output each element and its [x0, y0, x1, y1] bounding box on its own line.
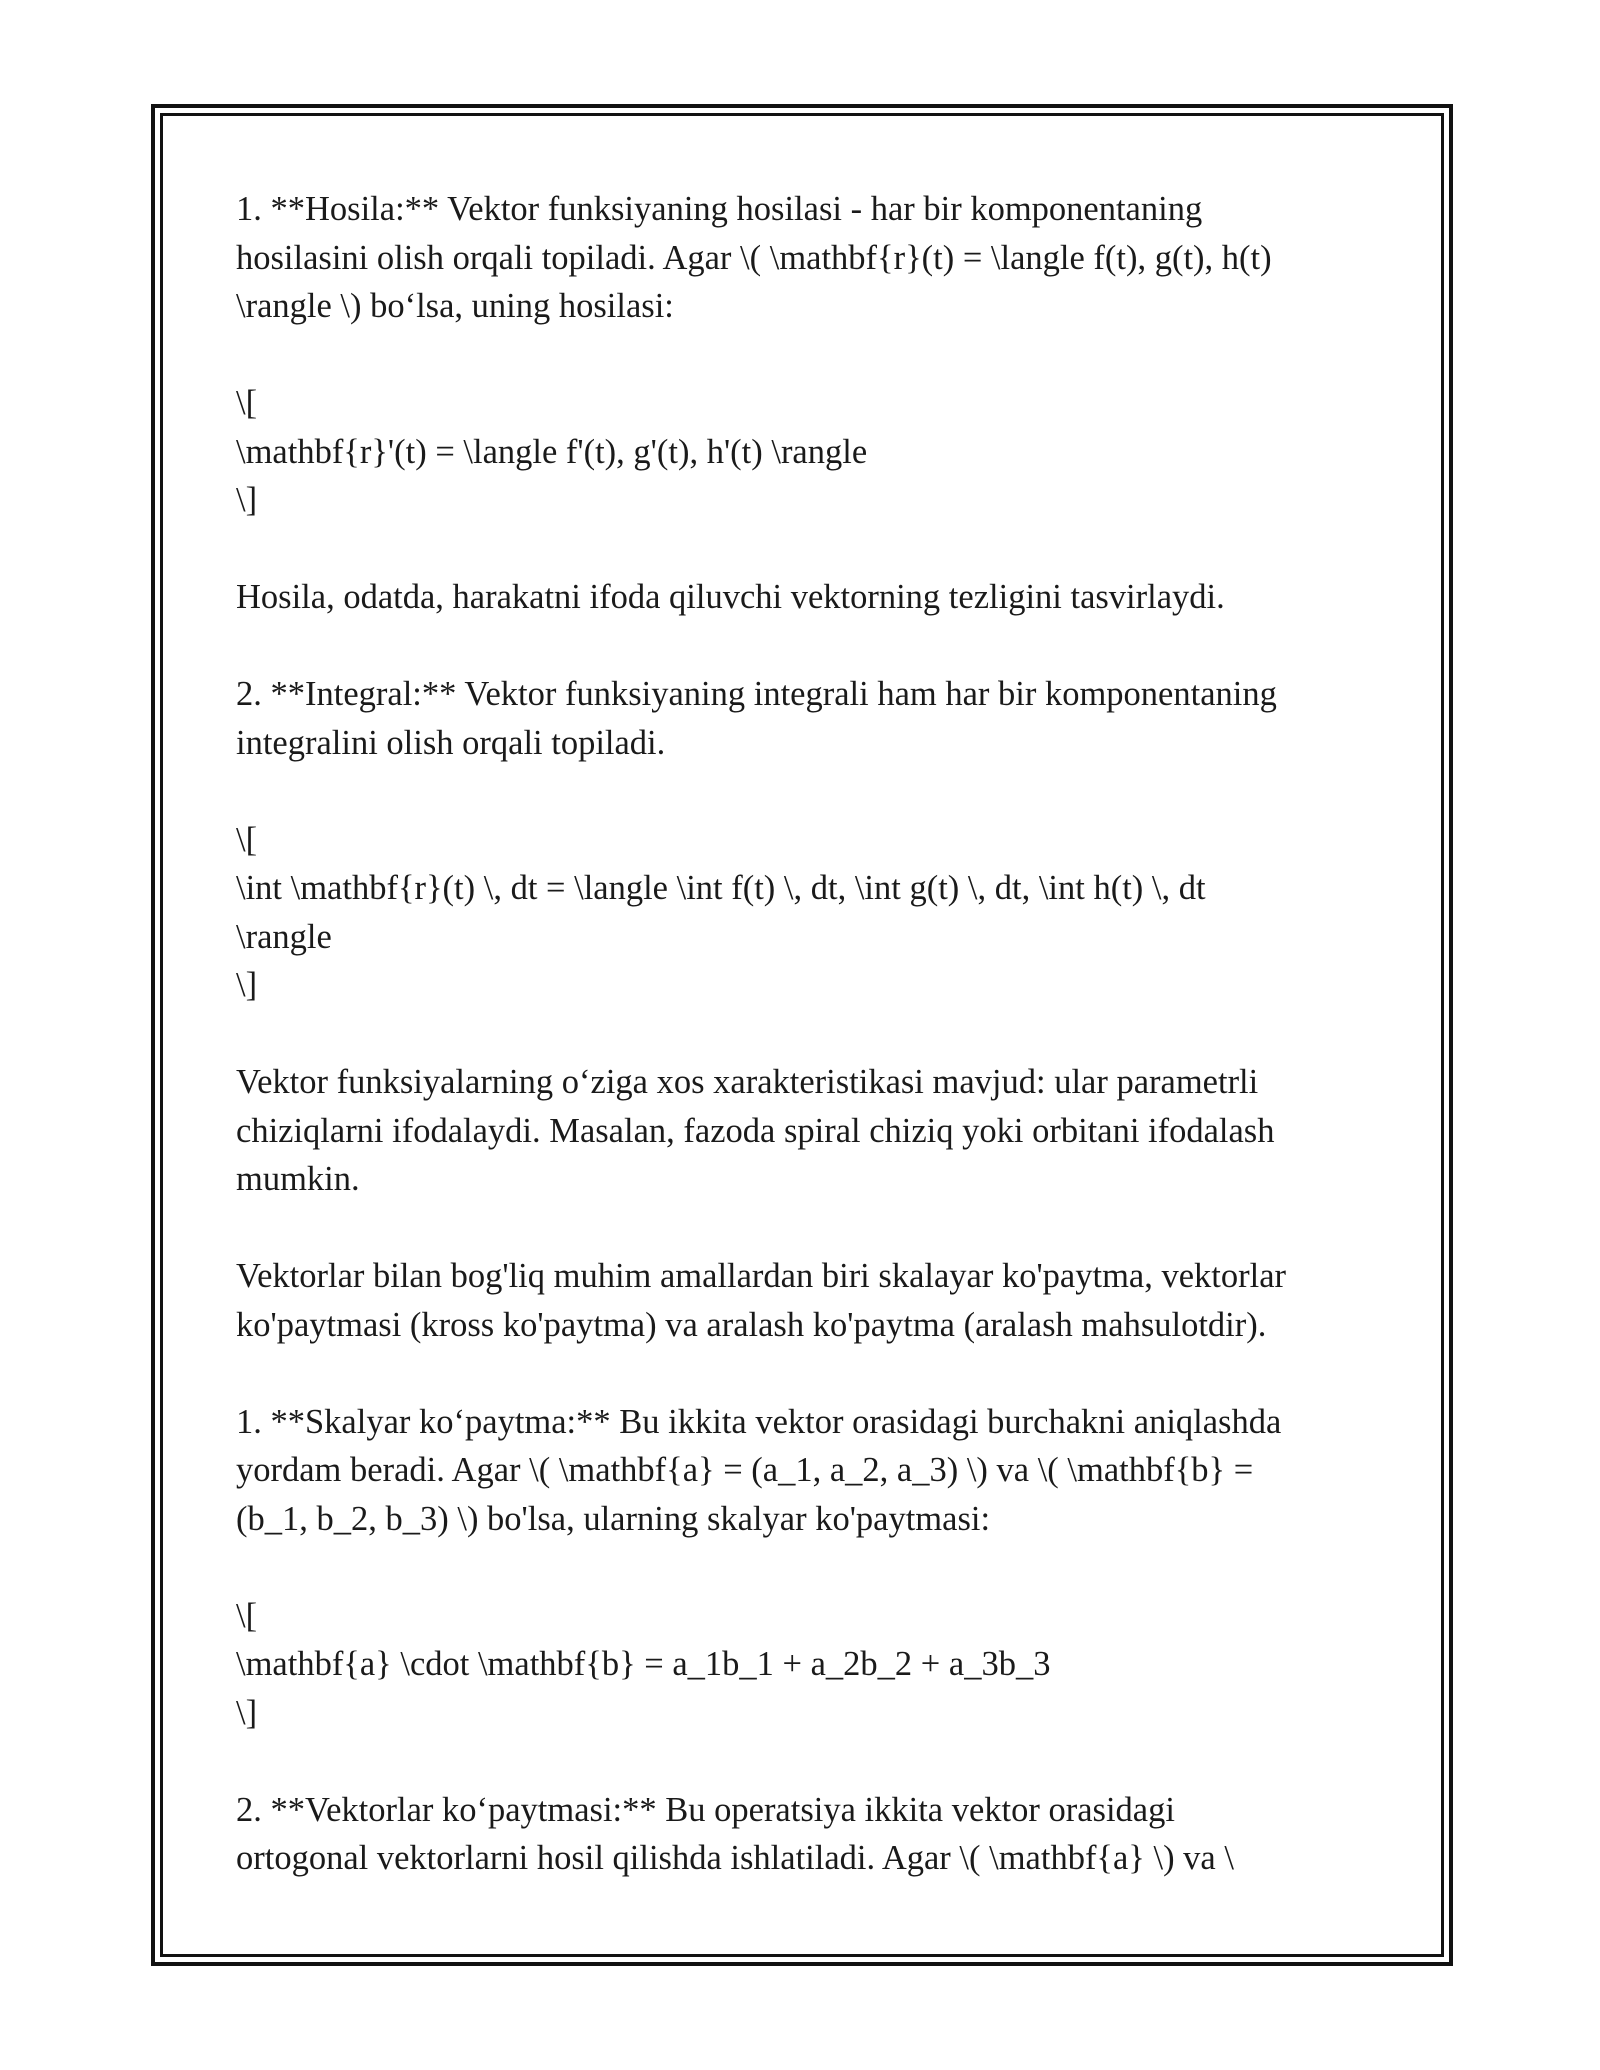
text-line: \[	[236, 1596, 258, 1635]
text-line: ortogonal vektorlarni hosil qilishda ishlatiladi. Agar \( \mathbf{a} \) va \	[236, 1839, 1234, 1877]
blank-line	[236, 1349, 1366, 1398]
blank-line	[236, 767, 1366, 816]
text-line: integralini olish orqali topiladi.	[236, 723, 666, 762]
text-line: 1. **Skalyar ko‘paytma:** Bu ikkita vektor orasidagi burchakni aniqlashda	[236, 1402, 1282, 1441]
text-line: \[	[236, 384, 258, 422]
text-line: \]	[236, 481, 258, 519]
blank-line	[236, 1204, 1366, 1253]
blank-line	[236, 1737, 1366, 1786]
text-line: chiziqlarni ifodalaydi. Masalan, fazoda spiral chiziq yoki orbitani ifodalash	[236, 1111, 1275, 1150]
text-line: \int \mathbf{r}(t) \, dt = \langle \int f(t) \, dt, \int g(t) \, dt, \int h(t) \, dt	[236, 869, 1206, 907]
text-line: 2. **Vektorlar ko‘paytmasi:** Bu operatsiya ikkita vektor orasidagi	[236, 1790, 1175, 1829]
text-line: Vektor funksiyalarning o‘ziga xos xarakteristikasi mavjud: ular parametrli	[236, 1063, 1259, 1101]
text-line: \mathbf{a} \cdot \mathbf{b} = a_1b_1 + a_2b_2 + a_3b_3	[236, 1645, 1051, 1683]
blank-line	[236, 1010, 1366, 1059]
text-line: \]	[236, 966, 258, 1004]
text-line: \rangle	[236, 917, 332, 956]
blank-line	[236, 1543, 1366, 1592]
blank-line	[236, 525, 1366, 574]
text-line: \]	[236, 1693, 258, 1732]
text-line: mumkin.	[236, 1160, 360, 1198]
text-line: yordam beradi. Agar \( \mathbf{a} = (a_1, a_2, a_3) \) va \( \mathbf{b} =	[236, 1451, 1254, 1489]
text-line: \[	[236, 820, 258, 859]
text-line: 2. **Integral:** Vektor funksiyaning integrali ham har bir komponentaning	[236, 675, 1277, 713]
text-line: ko'paytmasi (kross ko'paytma) va aralash ko'paytma (aralash mahsulotdir).	[236, 1305, 1267, 1344]
text-line: Vektorlar bilan bog'liq muhim amallardan biri skalayar ko'paytma, vektorlar	[236, 1257, 1286, 1295]
text-line: 1. **Hosila:** Vektor funksiyaning hosilasi - har bir komponentaning	[236, 190, 1203, 228]
blank-line	[236, 622, 1366, 671]
text-line: \rangle \) bo‘lsa, uning hosilasi:	[236, 287, 674, 325]
document-body	[236, 185, 1366, 1883]
text-line: Hosila, odatda, harakatni ifoda qiluvchi vektorning tezligini tasvirlaydi.	[236, 578, 1225, 616]
text-line: (b_1, b_2, b_3) \) bo'lsa, ularning skalyar ko'paytmasi:	[236, 1499, 991, 1538]
text-line: hosilasini olish orqali topiladi. Agar \( \mathbf{r}(t) = \langle f(t), g(t), h(t)	[236, 238, 1272, 277]
blank-line	[236, 331, 1366, 380]
text-line: \mathbf{r}'(t) = \langle f'(t), g'(t), h'(t) \rangle	[236, 432, 868, 471]
